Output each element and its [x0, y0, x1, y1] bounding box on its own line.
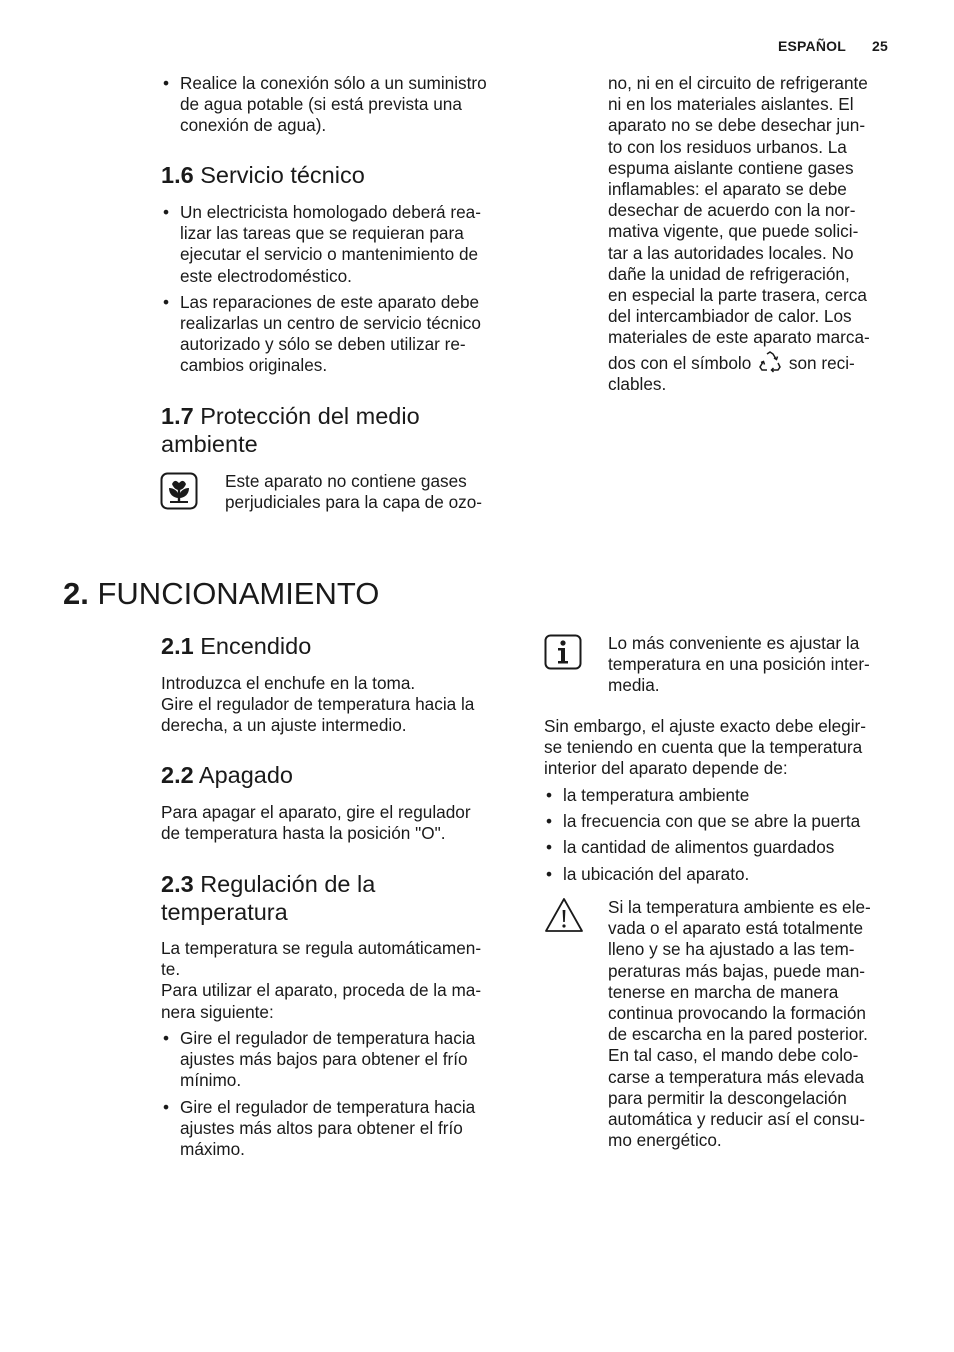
text-line: 2. — [63, 576, 89, 611]
text-line: materiales de este aparato marca- — [608, 327, 870, 348]
text-line: FUNCIONAMIENTO — [97, 576, 380, 611]
recycle-icon — [758, 351, 782, 373]
text-line — [608, 351, 870, 374]
regulacion-text — [161, 938, 481, 1023]
text-line: en especial la parte trasera, cerca — [608, 285, 867, 306]
text-line: • Gire el regulador de temperatura hacia — [180, 1028, 476, 1048]
text-line: de temperatura hasta la posición "O". — [161, 823, 446, 844]
text-line: realizarlas un centro de servicio técnico — [180, 313, 481, 334]
info-icon — [544, 634, 582, 670]
text-line: para permitir la descongelación — [608, 1087, 847, 1108]
text-line: temperatura en una posición inter- — [608, 654, 870, 675]
page-number: 25 — [872, 38, 888, 54]
service-bullet-list — [161, 202, 531, 382]
text-line: te. — [161, 959, 181, 980]
list-item — [161, 292, 531, 377]
text-line: máximo. — [180, 1139, 245, 1160]
text-line: se teniendo en cuenta que la temperatura — [544, 737, 863, 758]
text-line: de escarcha en la pared posterior. — [608, 1024, 868, 1045]
text-line: dos con el símbolo — [608, 352, 752, 373]
text-line: vada o el aparato está totalmente — [608, 918, 864, 939]
water-bullet-list — [161, 73, 531, 142]
text-line: perjudiciales para la capa de ozo- — [225, 492, 483, 513]
header-section: ESPAÑOL — [777, 38, 847, 54]
text-line: • la ubicación del aparato. — [563, 863, 750, 884]
text-line: • Gire el regulador de temperatura hacia — [180, 1096, 476, 1117]
text-line: Gire el regulador de temperatura hacia la — [161, 694, 475, 715]
text-line: dañe la unidad de refrigeración, — [608, 263, 850, 284]
text-line: 2.2 — [161, 762, 194, 788]
heading-2-1 — [161, 632, 311, 660]
text-line: • la temperatura ambiente — [563, 785, 750, 805]
text-line: 2.1 — [161, 633, 194, 659]
text-line: ajustes más altos para obtener el frío — [180, 1117, 463, 1138]
text-line: automática y reducir así el consu- — [608, 1109, 865, 1130]
encendido-text — [161, 673, 474, 737]
warning-text — [608, 897, 871, 1151]
text-line: Para utilizar el aparato, proceda de la ma- — [161, 980, 482, 1001]
text-line: Servicio técnico — [200, 162, 365, 188]
list-item — [161, 73, 531, 137]
text-line: Este aparato no contiene gases — [225, 471, 467, 491]
list-item — [544, 864, 904, 885]
list-item — [161, 1028, 531, 1092]
text-line: mativa vigente, que puede solici- — [608, 221, 859, 242]
text-line: Si la temperatura ambiente es ele- — [608, 897, 871, 917]
factors-bullet-list — [544, 785, 904, 890]
text-line: lleno y se ha ajustado a las tem- — [608, 939, 855, 960]
text-line: del intercambiador de calor. Los — [608, 306, 852, 327]
text-line: este electrodoméstico. — [180, 265, 352, 286]
text-line: Encendido — [200, 633, 312, 659]
text-line: aparato no se debe desechar jun- — [608, 115, 866, 136]
text-line: 2.3 — [161, 871, 194, 897]
text-line: conexión de agua). — [180, 115, 327, 136]
text-line: interior del aparato depende de: — [544, 758, 788, 779]
text-line: ni en los materiales aislantes. El — [608, 94, 854, 115]
text-line: Protección del medio — [200, 403, 420, 429]
list-item — [544, 785, 904, 806]
text-line: continua provocando la formación — [608, 1003, 866, 1024]
list-item — [161, 1097, 531, 1161]
text-line: Lo más conveniente es ajustar la — [608, 633, 860, 653]
regulacion-bullet-list — [161, 1028, 531, 1165]
list-item — [161, 202, 531, 287]
text-line: autorizado y sólo se deben utilizar re- — [180, 334, 466, 355]
heading-2-3 — [161, 870, 375, 926]
text-line: • la cantidad de alimentos guardados — [563, 837, 835, 858]
text-line: desechar de acuerdo con la nor- — [608, 200, 856, 221]
environment-flower-icon — [160, 472, 198, 510]
text-line: La temperatura se regula automáticamen- — [161, 938, 482, 958]
text-line: 1.6 — [161, 162, 194, 188]
text-line: peraturas más bajas, puede man- — [608, 960, 865, 981]
text-line: Sin embargo, el ajuste exacto debe elegir- — [544, 716, 866, 736]
text-line: Regulación de la — [200, 871, 376, 897]
text-line: cambios originales. — [180, 355, 328, 376]
chapter-title — [63, 576, 379, 612]
text-line: mínimo. — [180, 1070, 242, 1091]
heading-1-7 — [161, 402, 420, 458]
text-line: lizar las tareas que se requieran para — [180, 223, 464, 244]
text-line: mo energético. — [608, 1130, 722, 1151]
text-line: derecha, a un ajuste intermedio. — [161, 715, 407, 736]
text-line: carse a temperatura más elevada — [608, 1066, 865, 1087]
text-line: • Las reparaciones de este aparato debe — [180, 291, 480, 312]
list-item — [544, 837, 904, 858]
text-line: ejecutar el servicio o mantenimiento de — [180, 244, 479, 265]
text-line: Para apagar el aparato, gire el regulador — [161, 802, 471, 822]
text-line: nera siguiente: — [161, 1001, 274, 1022]
text-line: son reci- — [788, 352, 855, 373]
environment-text — [225, 471, 482, 513]
heading-1-6 — [161, 161, 365, 189]
text-line: En tal caso, el mando debe colo- — [608, 1045, 859, 1066]
text-line: to con los residuos urbanos. La — [608, 136, 847, 157]
warning-icon — [544, 897, 584, 933]
text-line: Apagado — [198, 762, 293, 788]
apagado-text — [161, 802, 471, 844]
text-line: tar a las autoridades locales. No — [608, 242, 854, 263]
list-item — [544, 811, 904, 832]
text-line: inflamables: el aparato se debe — [608, 179, 847, 200]
text-line: Introduzca el enchufe en la toma. — [161, 673, 416, 693]
text-line: ajustes más bajos para obtener el frío — [180, 1049, 468, 1070]
text-line: temperatura — [161, 899, 288, 925]
text-line: tenerse en marcha de manera — [608, 981, 839, 1002]
heading-2-2 — [161, 761, 293, 789]
text-line: • Un electricista homologado deberá rea- — [180, 202, 481, 222]
text-line: de agua potable (si está prevista una — [180, 94, 462, 115]
page-header — [752, 38, 888, 54]
ajuste-paragraph — [544, 716, 866, 780]
text-line: ambiente — [161, 431, 258, 457]
info-text — [608, 633, 870, 697]
text-line: clables. — [608, 373, 667, 394]
text-line: media. — [608, 675, 660, 696]
text-line: espuma aislante contiene gases — [608, 157, 854, 178]
text-line: • Realice la conexión sólo a un suministro — [180, 73, 487, 93]
environment-text-continued — [608, 73, 870, 395]
text-line: no, ni en el circuito de refrigerante — [608, 73, 868, 93]
text-line: • la frecuencia con que se abre la puerta — [563, 811, 861, 832]
text-line: 1.7 — [161, 403, 194, 429]
